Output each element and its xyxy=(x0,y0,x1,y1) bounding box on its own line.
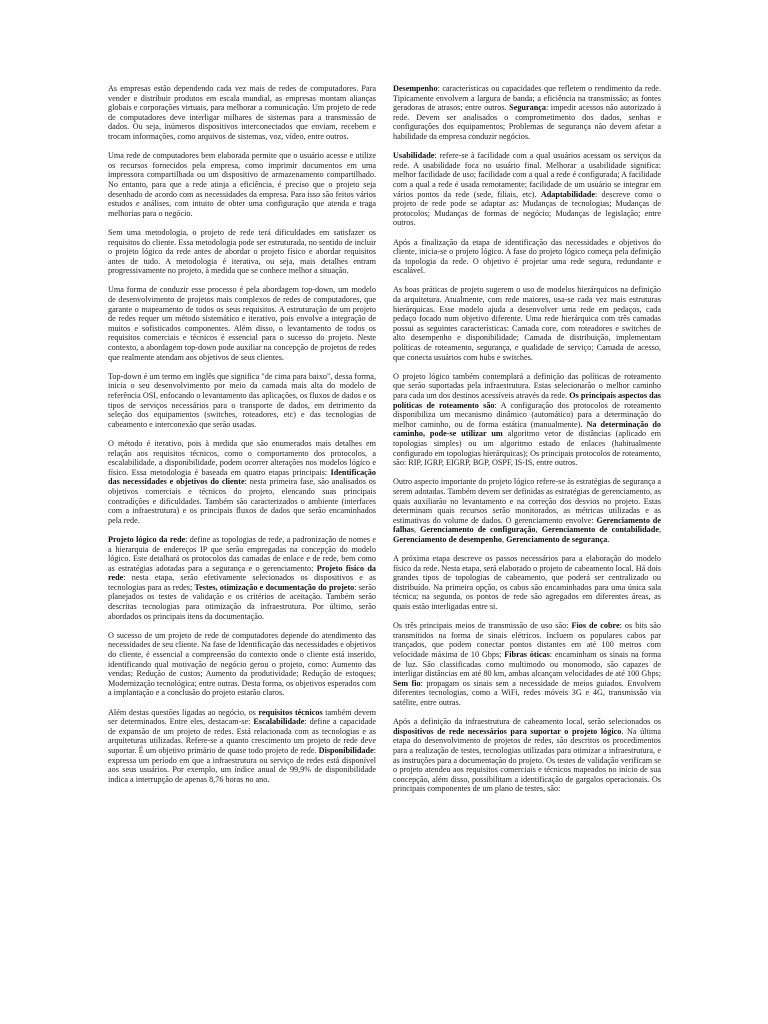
bold-term: Gerenciamento de desempenho xyxy=(393,534,503,544)
right-text-column xyxy=(393,84,661,804)
left-text-column xyxy=(108,84,376,794)
bold-term: dispositivos de rede necessários para suportar o projeto lógico xyxy=(393,726,622,736)
text-run: Uma forma de conduzir esse processo é pela abordagem top-down, um modelo de desenvolvimento de projetos mais complexos de redes de computadores, que garante o mapeamento de todos os seus requisitos. A estruturação de um projeto de redes requer um método sistemático e iterativo, pois envolve a integração de muitos e sofisticados componentes. Além disso, o levantamento de todos os requisitos comerciais e técnicos é essencial para o sucesso do projeto. Neste contexto, a abordagem top-down pode auxiliar na concepção de projetos de redes que realmente atendam aos objetivos de seus clientes. xyxy=(108,285,376,362)
text-run: Além destas questões ligadas ao negócio, os xyxy=(108,707,259,717)
paragraph xyxy=(108,372,376,430)
paragraph xyxy=(393,717,661,794)
text-run: Após a definição da infraestrutura de cabeamento local, serão selecionados os xyxy=(393,717,661,727)
text-run: : A configuração dos protocolos de roteamento disponibiliza um mecanismo dinâmico (automático) para a determinação do melhor caminho, ou de forma estática (manualmente). xyxy=(393,400,661,429)
paragraph xyxy=(393,621,661,707)
bold-term: Desempenho xyxy=(393,84,438,93)
text-run: : expressa um período em que a infraestrutura ou serviço de redes está disponível aos seus usuários. Por exemplo, um índice anual de 99,9% de disponibilidade indica a interrupção de apenas 8,76 horas no ano. xyxy=(108,745,376,784)
text-run: : nesta primeira fase, são analisados os objetivos comerciais e técnicos do projeto, elencando suas principais contradições e dificuldades. Também são caracterizados o ambiente (interfaces com a infraestrutura) e os principais fluxos de dados que serão encaminhados pela rede. xyxy=(108,477,376,525)
text-run: : propagam os sinais sem a necessidade de meios guiados. Envolvem diferentes tecnologias, como a WiFi, redes móveis 3G e 4G, transmissão via satélite, entre outras. xyxy=(393,678,661,707)
text-run: : serão planejados os testes de validação e os critérios de aceitação. Também serão descritas tecnologias para otimização da infraestrutura. Por último, serão abordados os principais itens da documentação. xyxy=(108,582,376,621)
text-run: Após a finalização da etapa de identificação das necessidades e objetivos do cliente, inicia-se o projeto lógico. A fase do projeto lógico começa pela definição da topologia da rede. O objetivo é projetar uma rede segura, redundante e escalável. xyxy=(393,237,661,276)
text-run: As boas práticas de projeto sugerem o uso de modelos hierárquicos na definição da arquitetura. Atualmente, com rede maiores, usa-se cada vez mais estruturas hierárquicas. Esse modelo ajuda a desenvolver uma rede em pedaços, cada pedaço focado num objetivo diferente. Uma rede hierárquica com três camadas possui as seguintes características: Camada core, com roteadores e switches de alto desempenho e disponibilidade; Camada de distribuição, implementam políticas de roteamento, segurança, e qualidade de serviço; Camada de acesso, que conecta usuários com hubs e switches. xyxy=(393,285,661,362)
bold-term: Os principais aspectos das políticas de roteamento são xyxy=(393,391,661,410)
text-run: : define as topologias de rede, a padronização de nomes e a hierarquia de endereços IP que serão empregadas na concepção do modelo lógico. Este detalhará os protocolos das camadas de enlace e de rede, bem como as estratégias adotadas para a segurança e o gerenciamento; xyxy=(108,534,376,573)
bold-term: Disponibilidade xyxy=(318,745,374,755)
text-run: também devem ser determinados. Entre eles, destacam-se: xyxy=(108,707,376,727)
text-run: : características ou capacidades que refletem o rendimento da rede. Tipicamente envolvem a largura de banda; a eficiência na transmissão; as fontes geradoras de atrasos; entre outros. xyxy=(393,84,661,113)
paragraph xyxy=(108,535,376,621)
bold-term: Gerenciamento de contabilidade xyxy=(541,525,659,535)
text-run: , xyxy=(535,525,542,535)
paragraph xyxy=(393,151,661,228)
bold-term: Identificação das necessidades e objetivos do cliente xyxy=(108,467,376,487)
text-run: Os três principais meios de transmissão de uso são: xyxy=(393,621,572,631)
bold-term: Usabilidade xyxy=(393,151,435,161)
text-run: : os bits são transmitidos na forma de sinais elétricos. Incluem os populares cabos par trançados, que podem conectar pontos distantes em até 100 metros com velocidade máxima de 10 Gbps; xyxy=(393,621,661,660)
bold-term: Segurança xyxy=(509,103,546,113)
text-run: Top-down é um termo em inglês que significa "de cima para baixo", dessa forma, inicia o seu desenvolvimento por meio da camada mais alta do modelo de referência OSI, enfocando o levantamento das aplicações, os fluxos de dados e os tipos de serviços necessários para o transporte de dados, em detrimento da seleção dos equipamentos (switches, roteadores, etc) e das tecnologias de cabeamento e interconexão que serão usadas. xyxy=(108,371,376,429)
text-run: . Na última etapa do desenvolvimento de projetos de redes, são descritos os procedimentos para a realização de testes, tecnologias utilizadas para otimizar a infraestrutura, e as instruções para a documentação do projeto. Os testes de validação verificam se o projeto atendeu aos requisitos comerciais e técnicos mapeados no início de sua concepção, além disso, possibilitam a identificação de gargalos operacionais. Os principais componentes de um plano de testes, são: xyxy=(393,726,662,794)
text-run: Sem uma metodologia, o projeto de rede terá dificuldades em satisfazer os requisitos do cliente. Essa metodologia pode ser estruturada, no sentido de incluir o projeto lógico da rede antes de abordar o projeto físico e abordar requisitos antes de tudo. A metodologia é iterativa, ou seja, mais detalhes entram progressivamente no projeto, à medida que se conhece melhor a situação. xyxy=(108,227,376,276)
bold-term: Testes, otimização e documentação do projeto xyxy=(194,582,355,592)
paragraph xyxy=(108,84,376,142)
text-run: : nesta etapa, serão efetivamente selecionados os dispositivos e as tecnologias para as redes; xyxy=(108,573,376,592)
text-run: A próxima etapa descreve os passos necessários para a elaboração do modelo físico da rede. Nesta etapa, será elaborado o projeto de cabeamento local. Há dois grandes tipos de topologias de cabeamento, que poderá ser centralizado ou distribuído. Na primeira opção, os cabos são encaminhados para uma única sala técnica; na segunda, os pontos de rede são agregados em diferentes áreas, as quais estão interligadas entre si. xyxy=(393,554,661,612)
bold-term: Gerenciamento de falhas xyxy=(393,515,661,535)
paragraph xyxy=(393,477,661,544)
paragraph xyxy=(393,554,661,612)
bold-term: Fibras óticas xyxy=(504,650,550,660)
text-run: O método é iterativo, pois à medida que são enumerados mais detalhes em relação aos requisitos técnicos, como o comportamento dos protocolos, a escalabilidade, a disponibilidade, podem ocorrer alterações nos modelos lógico e físico. Essa metodologia é baseada em quatro etapas principais: xyxy=(108,438,376,477)
text-run: . xyxy=(607,534,610,544)
text-run: algoritmo vetor de distâncias (aplicado em topologias simples) ou um algoritmo estado de enlaces (habitualmente configurado em topologias hierárquicas); Os principais protocolos de roteamento, são: RIP, IGRP, EIGRP, BGP, OSPF, IS-IS, entre outros. xyxy=(393,429,661,468)
bold-term: Escalabilidade xyxy=(253,717,305,727)
text-run: : encaminham os sinais na forma de luz. São classificadas como multimodo ou monomodo, são capazes de interligar distâncias em até 80 km, ambas alcançam velocidades de até 100 Gbps; xyxy=(393,650,662,679)
paragraph xyxy=(108,631,376,698)
text-run: , xyxy=(502,534,507,544)
text-run: As empresas estão dependendo cada vez mais de redes de computadores. Para vender e distribuir produtos em escala mundial, as empresas montam alianças globais e corporações virtuais, para melhorar a comunicação. Um projeto de rede de computadores deve interligar milhares de sistemas para a transmissão de dados. Ou seja, inúmeros dispositivos interconectados que enviam, recebem e trocam informações, como arquivos de sistemas, voz, vídeo, entre outros. xyxy=(108,84,376,141)
text-run: O sucesso de um projeto de rede de computadores depende do atendimento das necessidades de seu cliente. Na fase de Identificação das necessidades e objetivos do cliente, é essencial a compreensão do contexto onde o cliente está inserido, identificando qual motivação de negócio gerou o projeto, como: Aumento das vendas; Redução de custos; Aumento da produtividade; Redução de estoques; Modernização tecnológica; entre outras. Desta forma, os objetivos esperados com a implantação e a conclusão do projeto estarão claros. xyxy=(108,630,376,698)
text-run: : refere-se à facilidade com a qual usuários acessam os serviços da rede. A usabilidade foca no usuário final. Melhorar a usabilidade significa: melhor facilidade de uso; facilidade com a qual a rede é configurada; A facilidade com a qual a rede é usada remotamente; facilidade de um usuário se integrar em vários pontos da rede (sede, filiais, etc). xyxy=(393,151,661,199)
text-run: : impedir acessos não autorizado à rede. Devem ser analisados o comprometimento dos dados, senhas e configurações dos equipamentos; Problemas de segurança não devem afetar a habilidade da empresa conduzir negócios. xyxy=(393,103,661,141)
text-run: Outro aspecto importante do projeto lógico refere-se às estratégias de segurança a serem adotadas. Também devem ser definidas as estratégias de gerenciamento, as quais auxiliarão no levantamento e na correção dos desvios no projeto. Estas determinam quais recursos serão monitorados, as métricas utilizadas e as estimativas do volume de dados. O gerenciamento envolve: xyxy=(393,477,661,525)
paragraph xyxy=(108,708,376,785)
text-run: O projeto lógico também contemplará a definição das políticas de roteamento que serão suportadas pela infraestrutura. Estas selecionarão o melhor caminho para cada um dos destinos acessíveis através da rede. xyxy=(393,371,661,400)
text-run: Uma rede de computadores bem elaborada permite que o usuário acesse e utilize os recursos fornecidos pela empresa, como imprimir documentos em uma impressora compartilhada ou um dispositivo de armazenamento compartilhado. No entanto, para que a rede atinja a eficiência, é preciso que o projeto seja desenhado de acordo com as necessidades da empresa. Para isso são feitos vários estudos e análises, com intuito de obter uma configuração que atenda e traga melhorias para o negócio. xyxy=(108,151,376,218)
paragraph xyxy=(108,151,376,218)
paragraph xyxy=(393,238,661,276)
bold-term: Gerenciamento de segurança xyxy=(506,534,608,544)
bold-term: Projeto físico da rede xyxy=(108,563,376,583)
text-run: : define a capacidade de expansão de um projeto de redes. Está relacionada com as tecnologias e as arquiteturas utilizadas. Refere-se a quanto crescimento um projeto de rede deve suportar. É um objetivo primário de quase todo projeto de rede. xyxy=(108,717,376,755)
text-run: , xyxy=(413,525,421,535)
bold-term: Projeto lógico da rede xyxy=(108,534,186,544)
bold-term: requisitos técnicos xyxy=(258,707,323,717)
paragraph xyxy=(108,285,376,362)
text-run: : descreve como o projeto de rede pode se adaptar as: Mudanças de tecnologias; Mudanças de protocolos; Mudanças de formas de negócio; Mudanças de legislação; entre outros. xyxy=(393,189,661,228)
bold-term: Adaptabilidade xyxy=(540,189,595,199)
bold-term: Sem fio xyxy=(393,678,421,688)
paragraph xyxy=(393,84,661,142)
paragraph xyxy=(108,228,376,276)
paragraph xyxy=(393,372,661,468)
paragraph xyxy=(108,439,376,525)
text-run: , xyxy=(658,525,661,535)
bold-term: Na determinação do caminho, pode-se utilizar um xyxy=(393,419,662,439)
bold-term: Gerenciamento de configuração xyxy=(420,525,536,535)
paragraph xyxy=(393,285,661,362)
bold-term: Fios de cobre xyxy=(571,621,620,631)
